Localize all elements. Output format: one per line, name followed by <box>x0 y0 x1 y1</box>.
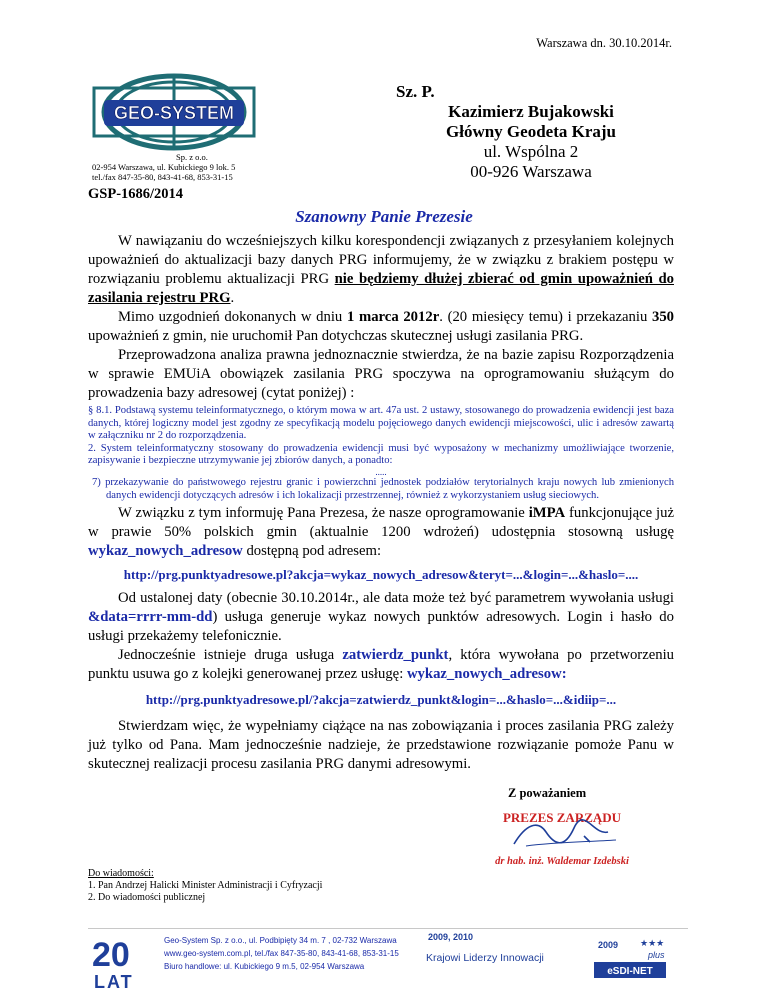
stamp-name: dr hab. inż. Waldemar Izdebski <box>495 856 629 867</box>
cc-item: 1. Pan Andrzej Halicki Minister Administracji i Cyfryzacji <box>88 880 323 891</box>
reference-number: GSP-1686/2014 <box>88 186 184 202</box>
esdi-plus: plus <box>648 950 665 960</box>
quote-ellipsis: ..... <box>375 466 387 477</box>
footer-company-info <box>164 934 399 973</box>
p6-service: zatwierdz_punkt <box>342 647 449 664</box>
quote-par-2: 2. System teleinformatyczny stosowany do prowadzenia ewidencji musi być wyposażony w mechanizmy umożliwiające tworzenie, zapisywanie i bezpieczne utrzymywanie jej zbiorów danych, a ponadto: <box>88 442 674 467</box>
p2-date: 1 marca 2012r <box>346 309 440 325</box>
cc-heading: Do wiadomości: <box>88 868 154 879</box>
recipient-title: Główny Geodeta Kraju <box>446 122 616 141</box>
esdi-year: 2009 <box>598 940 619 950</box>
p4-software-name: iMPA <box>528 505 566 522</box>
p2-number: 350 <box>651 309 675 325</box>
paragraph-7: Stwierdzam więc, że wypełniamy ciążące na nas zobowiązania i proces zasilania PRG zależy już tylko od Pana. Mam jednocześnie nadzieje, że przedstawione rozwiązanie pomoże Panu w skutecznej realizacji procesu zasilania PRG danymi adresowymi. <box>88 718 674 773</box>
letter-body <box>88 232 674 774</box>
innovation-award <box>426 932 576 964</box>
p5-text-b: ) usługa generuje wykaz nowych punktów adresowych. Login i hasło do usługi przekażemy telefonicznie. <box>88 609 674 645</box>
salutation: Szanowny Panie Prezesie <box>295 207 473 226</box>
p1-text: W nawiązaniu do wcześniejszych kilku korespondencji związanych z przesyłaniem kolejnych upoważnień do aktualizacji bazy danych PRG informujemy, że w związku z brakiem postępu w rozwiązaniu problemu aktualizacji PRG <box>88 233 674 287</box>
recipient-city: 00-926 Warszawa <box>470 162 592 181</box>
footer-line-2: www.geo-system.com.pl, tel./fax 847-35-80, 843-41-68, 853-31-15 <box>164 949 399 958</box>
p6-service-2: wykaz_nowych_adresow: <box>406 666 567 683</box>
svg-text:★★★: ★★★ <box>640 938 665 948</box>
legal-quote <box>88 405 674 502</box>
service-url-2[interactable]: http://prg.punktyadresowe.pl/?akcja=zatwierdz_punkt&login=...&haslo=...&idiip=... <box>145 692 617 708</box>
cc-notes <box>88 868 322 904</box>
p5-param: &data=rrrr-mm-dd <box>88 609 213 626</box>
paragraph-2 <box>88 308 674 346</box>
p2-text-b: . (20 miesięcy temu) i przekazaniu <box>439 309 652 325</box>
paragraph-4 <box>88 504 674 561</box>
recipient-line1: Sz. P. <box>396 82 435 101</box>
p4-text-c: dostępną pod adresem: <box>242 543 382 560</box>
letter-date: Warszawa dn. 30.10.2014r. <box>536 36 672 50</box>
p5-text-a: Od ustalonej daty (obecnie 30.10.2014r., ale data może też być parametrem wywołania usługi <box>118 590 674 607</box>
recipient-name: Kazimierz Bujakowski <box>448 102 614 121</box>
footer-line-1: Geo-System Sp. z o.o., ul. Podbipięty 34 m. 7 , 02-732 Warszawa <box>164 936 397 945</box>
anniversary-word: LAT <box>94 972 134 990</box>
p4-text-a: W związku z tym informuję Pana Prezesa, że nasze oprogramowanie <box>118 505 529 522</box>
paragraph-1 <box>88 232 674 308</box>
esdi-name: eSDI-NET <box>607 966 653 977</box>
p2-text-c: upoważnień z gmin, nie uruchomił Pan dotychczas skutecznej usługi zasilania PRG. <box>88 328 584 344</box>
recipient-address <box>396 82 656 182</box>
anniversary-number: 20 <box>92 936 130 974</box>
recipient-street: ul. Wspólna 2 <box>483 142 579 161</box>
company-phone: tel./fax 847-35-80, 843-41-68, 853-31-15 <box>92 172 233 182</box>
closing-regards: Z poważaniem <box>508 786 587 800</box>
anniversary-logo <box>90 934 160 990</box>
footer-line-3: Biuro handlowe: ul. Kubickiego 9 m.5, 02-954 Warszawa <box>164 962 365 971</box>
p2-text-a: Mimo uzgodnień dokonanych w dniu <box>118 309 347 325</box>
award-years: 2009, 2010 <box>428 932 474 942</box>
service-url-1[interactable]: http://prg.punktyadresowe.pl?akcja=wykaz_nowych_adresow&teryt=...&login=...&haslo=.... <box>123 567 639 583</box>
company-form: Sp. z o.o. <box>176 152 208 162</box>
paragraph-3: Przeprowadzona analiza prawna jednoznacznie stwierdza, że na bazie zapisu Rozporządzenia w sprawie EMUiA obowiązek zasilania PRG spoczywa na oprogramowaniu służącym do prowadzenia bazy adresowej (cytat poniżej) : <box>88 347 674 401</box>
award-name: Krajowi Liderzy Innowacji <box>426 952 544 964</box>
company-info <box>92 152 276 182</box>
p4-service-name: wykaz_nowych_adresow <box>88 543 243 560</box>
cc-item: 2. Do wiadomości publicznej <box>88 892 206 903</box>
p4-text-b: funkcjonujące już w prawie 50% polskich gmin (aktualnie 1200 wdrożeń) udostępnia stosowną usługę <box>88 505 675 541</box>
paragraph-5 <box>88 589 674 646</box>
p6-text-a: Jednocześnie istnieje druga usługa <box>118 647 343 664</box>
signature-stamp <box>466 802 656 872</box>
esdi-net-logo <box>592 936 674 980</box>
paragraph-6 <box>88 646 674 684</box>
p6-text-b: , która wywołana po przetworzeniu punktu usuwa go z kolejki generowanej przez usługę: <box>88 647 674 683</box>
quote-par-1: § 8.1. Podstawą systemu teleinformatycznego, o którym mowa w art. 47a ust. 2 ustawy, stosowanego do prowadzenia ewidencji jest baza danych, której logiczny model jest zgodny ze specyfikacją modelu pojęciowego danych ewidencji miejscowości, ulic i adresów zawartą w załączniku nr 2 do rozporządzenia. <box>88 405 674 442</box>
logo-text: GEO-SYSTEM <box>113 103 235 123</box>
p1-emphasis: nie będziemy dłużej zbierać od gmin upoważnień do zasilania rejestru PRG <box>88 271 674 306</box>
company-address: 02-954 Warszawa, ul. Kubickiego 9 lok. 5 <box>92 162 236 172</box>
p1-end: . <box>230 290 235 306</box>
stamp-title: PREZES ZARZĄDU <box>502 810 622 825</box>
quote-par-3: 7) przekazywanie do państwowego rejestru granic i powierzchni jednostek podziałów terytorialnych kraju nowych lub zmienionych danych ewidencji dotyczących adresów i ich lokalizacji przestrzennej, również z wykorzystaniem usług sieciowych. <box>92 476 674 501</box>
